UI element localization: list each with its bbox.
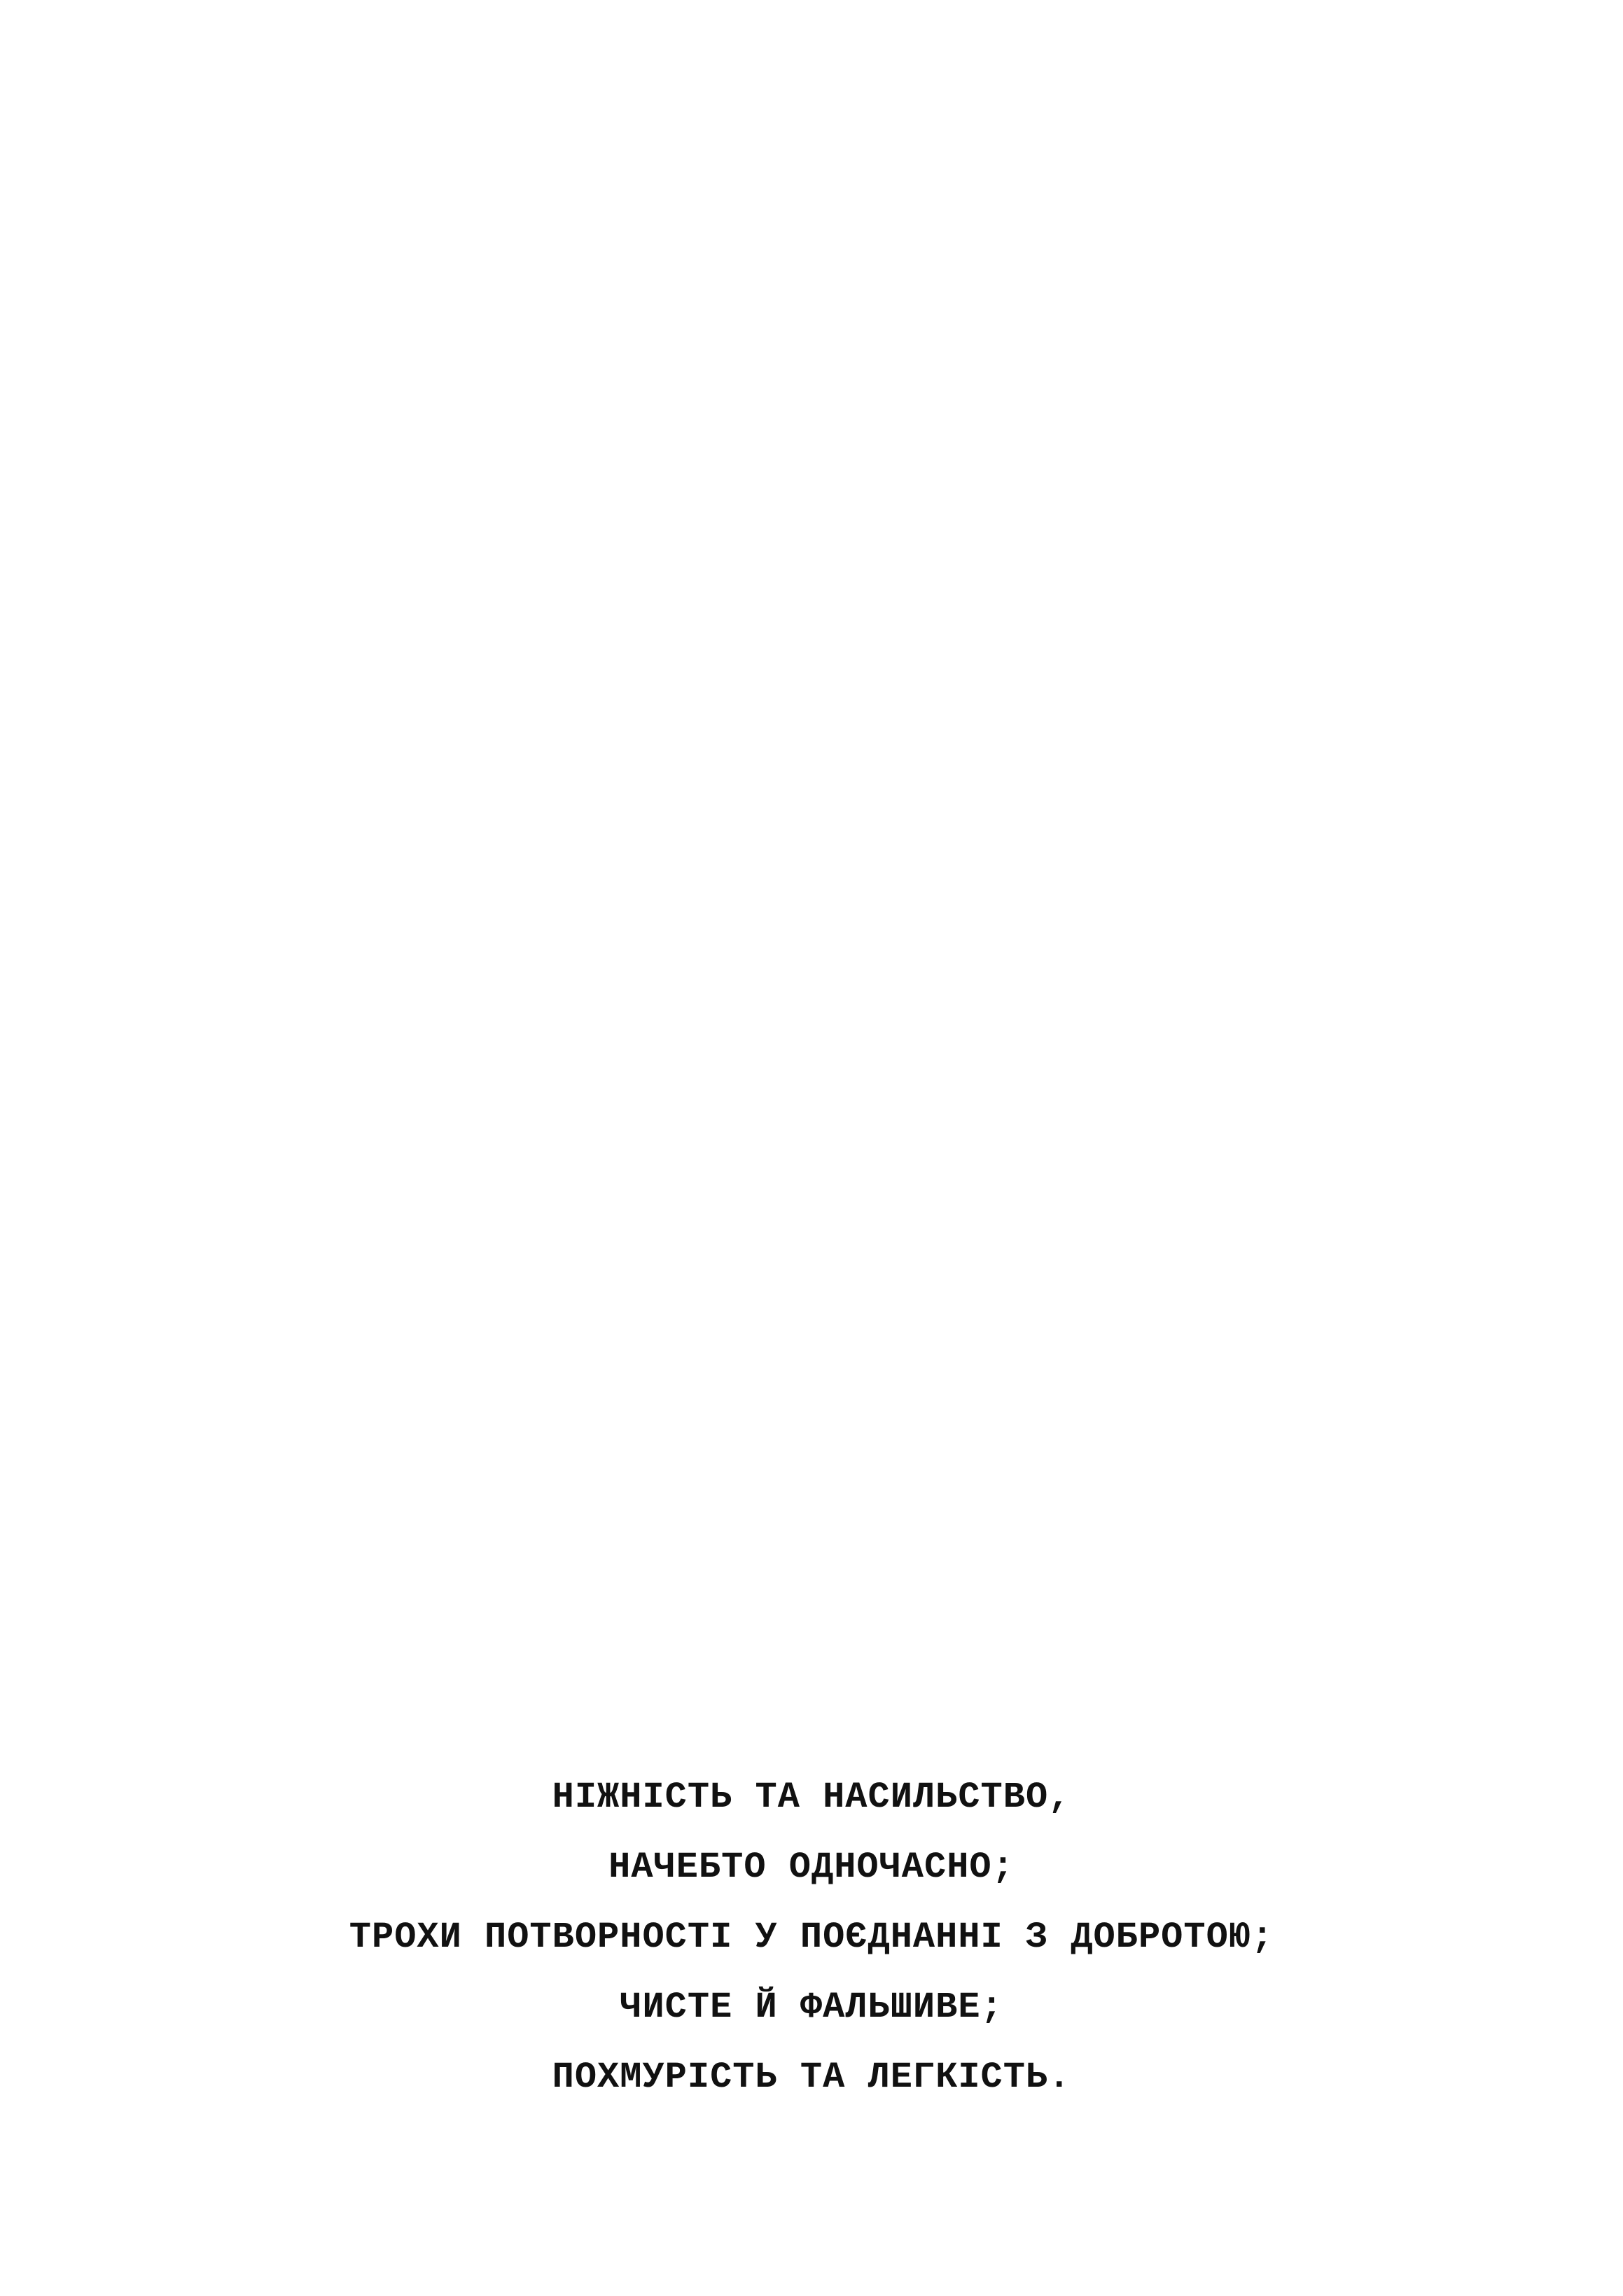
epigraph-line-1: НІЖНІСТЬ ТА НАСИЛЬСТВО, [552, 1777, 1071, 1818]
epigraph [0, 1763, 1623, 2113]
epigraph-line-4: ЧИСТЕ Й ФАЛЬШИВЕ; [620, 1987, 1003, 2028]
epigraph-line-3: ТРОХИ ПОТВОРНОСТІ У ПОЄДНАННІ З ДОБРОТОЮ; [349, 1917, 1274, 1958]
epigraph-line-5: ПОХМУРІСТЬ ТА ЛЕГКІСТЬ. [552, 2057, 1071, 2098]
epigraph-line-2: НАЧЕБТО ОДНОЧАСНО; [608, 1847, 1015, 1888]
